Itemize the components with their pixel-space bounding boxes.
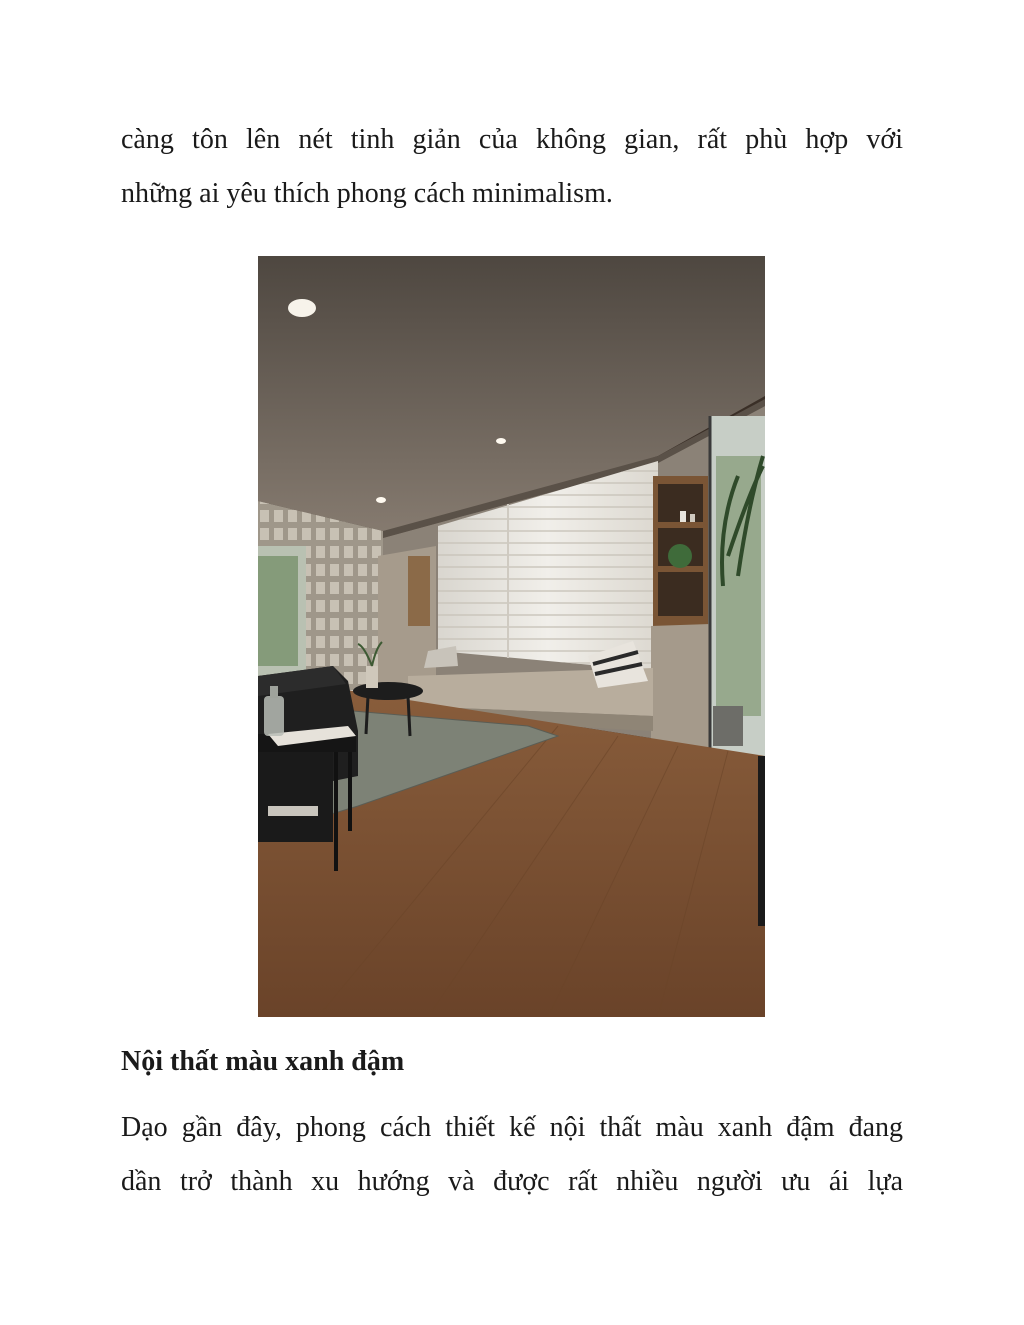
living-room-photo	[258, 256, 765, 1017]
paragraph-line: Dạo gần đây, phong cách thiết kế nội thất màu xanh đậm đang	[121, 1112, 903, 1143]
coffee-table	[353, 682, 423, 700]
paragraph-line: dần trở thành xu hướng và được rất nhiều người ưu ái lựa	[121, 1166, 903, 1197]
ceiling-light	[288, 299, 316, 317]
paragraph-section	[121, 1101, 903, 1209]
ceiling-light	[376, 497, 386, 503]
ceiling-light	[496, 438, 506, 444]
paragraph-line: càng tôn lên nét tinh giản của không gian, rất phù hợp với	[121, 124, 903, 155]
paragraph-intro	[121, 113, 903, 221]
glass-vase	[264, 696, 284, 736]
section-heading: Nội thất màu xanh đậm	[121, 1046, 405, 1077]
paragraph-line: những ai yêu thích phong cách minimalism.	[121, 178, 613, 209]
